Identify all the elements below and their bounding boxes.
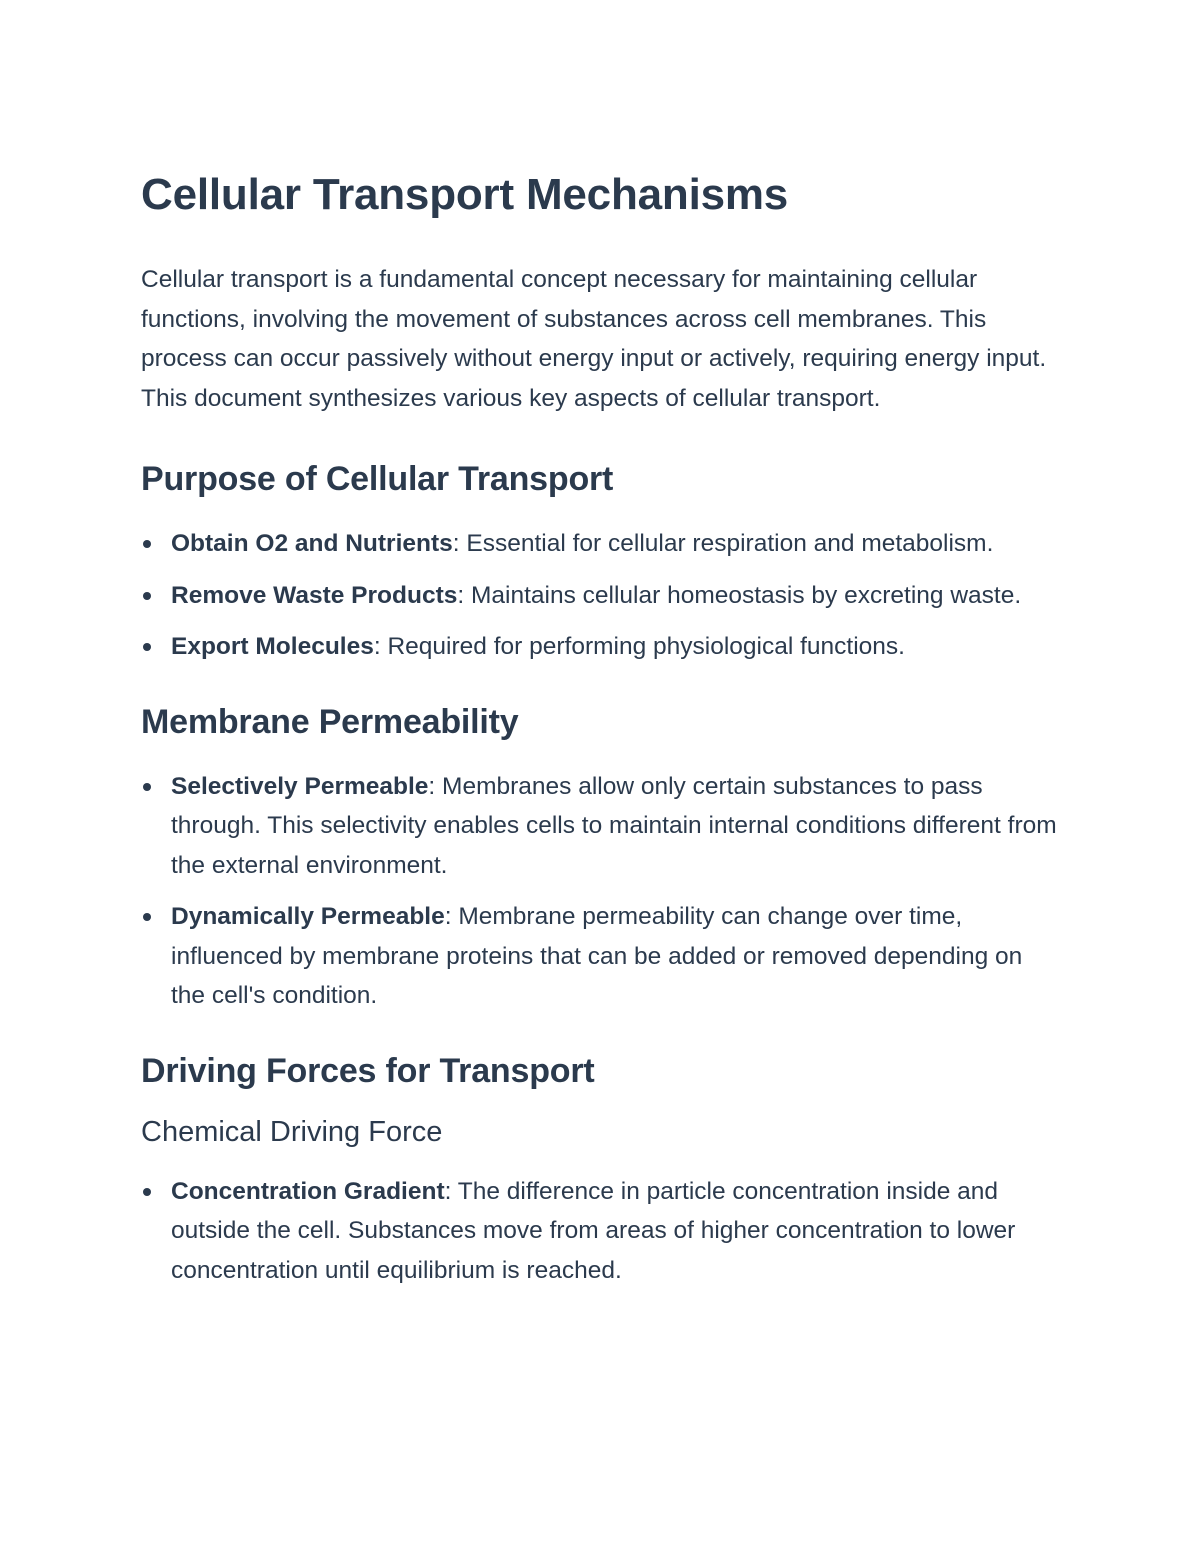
purpose-list bbox=[141, 524, 1060, 667]
bullet-icon bbox=[143, 592, 151, 600]
intro-paragraph: Cellular transport is a fundamental concept necessary for maintaining cellular functions, involving the movement of substances across cell membranes. This process can occur passively without energy input or actively, requiring energy input. This document synthesizes various key aspects of cellular transport. bbox=[141, 266, 1047, 412]
section-heading-purpose: Purpose of Cellular Transport bbox=[141, 460, 614, 498]
bullet-icon bbox=[143, 913, 151, 921]
list-item-text: : Membranes allow only certain substances to pass through. This selectivity enables cells to maintain internal conditions different from the external environment. bbox=[171, 772, 1057, 879]
list-item-text: : Essential for cellular respiration and metabolism. bbox=[452, 530, 994, 557]
list-item-term: Export Molecules bbox=[171, 633, 374, 660]
list-item-text: : Maintains cellular homeostasis by excreting waste. bbox=[457, 581, 1022, 609]
list-item-term: Selectively Permeable bbox=[171, 772, 429, 800]
list-item bbox=[141, 576, 1060, 616]
bullet-icon bbox=[143, 643, 151, 651]
document-title: Cellular Transport Mechanisms bbox=[141, 170, 789, 219]
list-item bbox=[141, 524, 1060, 564]
section-heading-permeability: Membrane Permeability bbox=[141, 702, 519, 741]
permeability-list bbox=[141, 767, 1060, 1016]
list-item bbox=[141, 1172, 1060, 1291]
driving-forces-list bbox=[141, 1172, 1060, 1291]
section-heading-driving-forces: Driving Forces for Transport bbox=[141, 1051, 595, 1090]
bullet-icon bbox=[143, 1188, 151, 1196]
list-item-text: : The difference in particle concentration inside and outside the cell. Substances move from areas of higher concentration to lower concentration until equilibrium is reached. bbox=[171, 1177, 1016, 1284]
list-item-text: : Membrane permeability can change over time, influenced by membrane proteins that can be added or removed depending on the cell's condition. bbox=[171, 903, 1023, 1009]
subheading-chemical-driving-force: Chemical Driving Force bbox=[141, 1115, 443, 1148]
list-item-term: Dynamically Permeable bbox=[171, 903, 445, 930]
list-item-text: : Required for performing physiological functions. bbox=[373, 633, 905, 660]
list-item-term: Concentration Gradient bbox=[171, 1177, 445, 1205]
list-item-term: Remove Waste Products bbox=[171, 581, 458, 609]
list-item bbox=[141, 767, 1060, 886]
list-item bbox=[141, 627, 1060, 667]
bullet-icon bbox=[143, 540, 151, 548]
list-item bbox=[141, 897, 1060, 1016]
bullet-icon bbox=[143, 783, 151, 791]
list-item-term: Obtain O2 and Nutrients bbox=[171, 530, 453, 557]
